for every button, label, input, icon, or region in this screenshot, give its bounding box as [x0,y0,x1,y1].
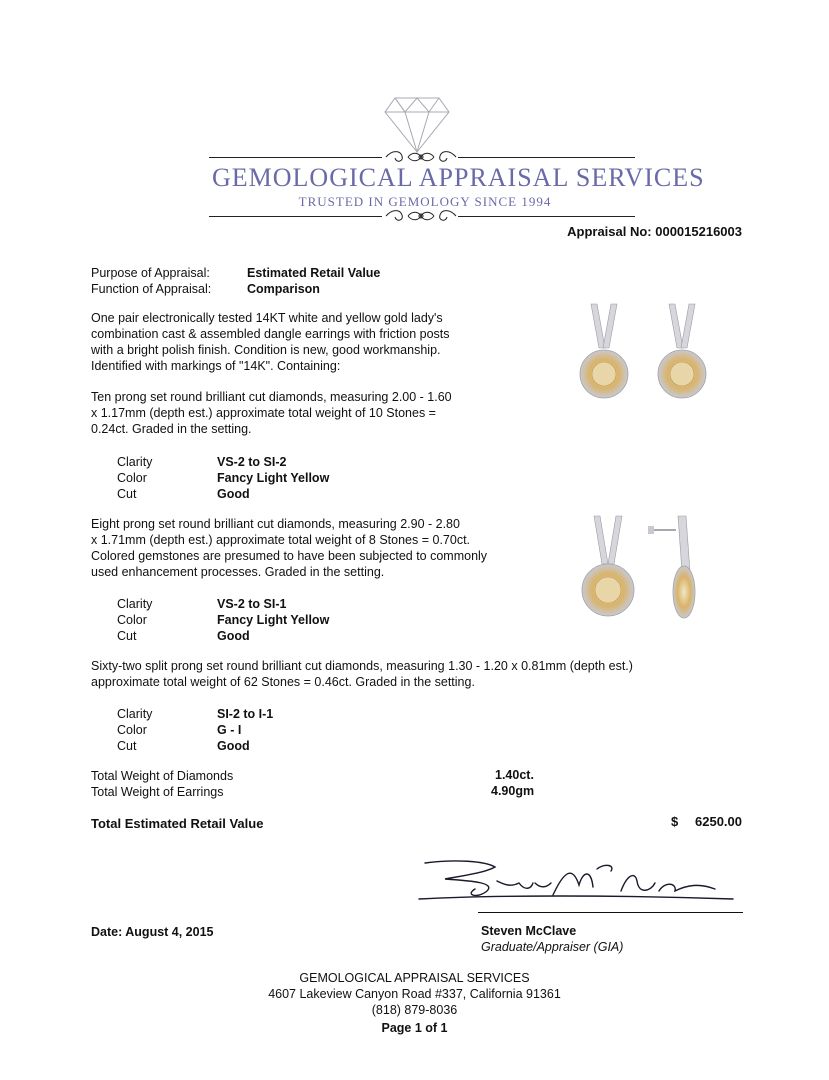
stone-line: x 1.17mm (depth est.) approximate total weight of 10 Stones = [91,406,436,420]
appraisal-number: Appraisal No: 000015216003 [567,224,742,239]
appraiser-name: Steven McClave [481,924,577,938]
grade-label-cut: Cut [117,629,137,643]
appraiser-signature [415,855,745,917]
earring-right [658,304,706,398]
stone-group-2-description [91,516,487,580]
stone-line: x 1.71mm (depth est.) approximate total weight of 8 Stones = 0.70ct. [91,533,471,547]
function-value: Comparison [247,282,320,296]
grade-value-cut: Good [217,487,250,501]
earrings-front-photo [575,300,725,406]
logo-rule-top-left [209,157,382,158]
stone-group-3-description [91,658,633,690]
appraisal-date: Date: August 4, 2015 [91,925,214,939]
description-line: One pair electronically tested 14KT white and yellow gold lady's [91,311,443,325]
signature-line [478,912,743,913]
page-number: Page 1 of 1 [381,1021,448,1035]
grade-label-clarity: Clarity [117,597,153,611]
grade-value-cut: Good [217,739,250,753]
stone-line: approximate total weight of 62 Stones = 0.46ct. Graded in the setting. [91,675,475,689]
stone-line: Sixty-two split prong set round brilliant cut diamonds, measuring 1.30 - 1.20 x 0.81mm (depth est.) [91,659,633,673]
earring-front-view [582,516,634,616]
logo-rule-top-right [458,157,635,158]
footer-company: GEMOLOGICAL APPRAISAL SERVICES [299,971,530,985]
stone-line: 0.24ct. Graded in the setting. [91,422,252,436]
company-logo-title: GEMOLOGICAL APPRAISAL SERVICES [212,163,705,192]
grade-label-clarity: Clarity [117,455,153,469]
scroll-ornament-bottom-icon [382,207,460,225]
total-diamond-weight-value: 1.40ct. [495,768,534,782]
stone-line: Eight prong set round brilliant cut diamonds, measuring 2.90 - 2.80 [91,517,460,531]
earrings-side-photo [578,512,728,624]
description-line: Identified with markings of "14K". Containing: [91,359,341,373]
grade-value-clarity: VS-2 to SI-1 [217,597,287,611]
stone-group-1-description [91,389,452,437]
logo-rule-bottom-left [209,216,382,217]
grade-value-cut: Good [217,629,250,643]
total-earring-weight-value: 4.90gm [491,784,535,798]
description-line: with a bright polish finish. Condition is new, good workmanship. [91,343,441,357]
purpose-value: Estimated Retail Value [247,266,381,280]
retail-amount: 6250.00 [695,814,742,829]
grade-label-color: Color [117,723,147,737]
diamond-logo-icon [383,94,451,154]
grade-label-clarity: Clarity [117,707,153,721]
grade-value-color: G - I [217,723,242,737]
grade-label-color: Color [117,613,147,627]
footer-address: 4607 Lakeview Canyon Road #337, California 91361 [268,987,561,1001]
stone-line: Colored gemstones are presumed to have been subjected to commonly [91,549,488,563]
total-diamond-weight-label: Total Weight of Diamonds [91,769,234,783]
company-tagline: TRUSTED IN GEMOLOGY SINCE 1994 [298,194,552,209]
earring-left [580,304,628,398]
grade-value-clarity: SI-2 to I-1 [217,707,274,721]
footer-phone: (818) 879-8036 [371,1003,458,1017]
grade-value-color: Fancy Light Yellow [217,613,330,627]
stone-line: Ten prong set round brilliant cut diamonds, measuring 2.00 - 1.60 [91,390,452,404]
grade-value-color: Fancy Light Yellow [217,471,330,485]
grade-label-color: Color [117,471,147,485]
logo-rule-bottom-right [458,216,635,217]
retail-currency: $ [671,814,679,829]
grade-label-cut: Cut [117,739,137,753]
retail-value-label: Total Estimated Retail Value [91,816,264,831]
appraiser-title: Graduate/Appraiser (GIA) [481,940,624,954]
grade-label-cut: Cut [117,487,137,501]
stone-line: used enhancement processes. Graded in the setting. [91,565,385,579]
description-line: combination cast & assembled dangle earrings with friction posts [91,327,450,341]
earring-profile-view [648,516,695,618]
item-description [91,310,450,374]
grade-value-clarity: VS-2 to SI-2 [217,455,287,469]
total-earring-weight-label: Total Weight of Earrings [91,785,224,799]
purpose-label: Purpose of Appraisal: [91,266,210,280]
function-label: Function of Appraisal: [91,282,212,296]
